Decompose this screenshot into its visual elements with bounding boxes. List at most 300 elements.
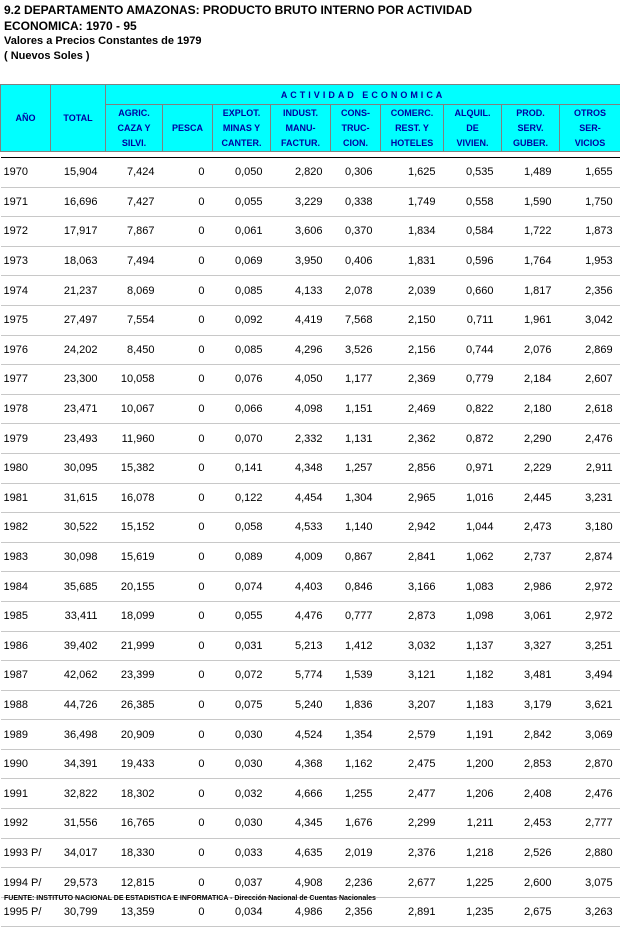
table-row [1,246,620,276]
col-header-line: PROD. [502,106,559,121]
value-cell: 3,251 [560,631,620,661]
value-cell: 16,078 [106,483,163,513]
value-cell: 0 [163,483,213,513]
report-units: ( Nuevos Soles ) [4,49,472,64]
year-cell: 1990 [1,749,51,779]
year-cell: 1978 [1,394,51,424]
value-cell: 29,573 [51,868,106,898]
value-cell: 2,618 [560,394,620,424]
value-cell: 2,184 [502,365,560,395]
value-cell: 0,584 [444,217,502,247]
value-cell: 2,445 [502,483,560,513]
value-cell: 0,055 [213,187,271,217]
value-cell: 1,953 [560,246,620,276]
col-header-total: TOTAL [51,85,106,152]
value-cell: 2,869 [560,335,620,365]
value-cell: 1,590 [502,187,560,217]
value-cell: 2,972 [560,601,620,631]
col-header-line: ALQUIL. [444,106,501,121]
value-cell: 1,749 [381,187,444,217]
value-cell: 33,411 [51,601,106,631]
value-cell: 1,722 [502,217,560,247]
value-cell: 4,533 [271,513,331,543]
value-cell: 15,152 [106,513,163,543]
value-cell: 2,853 [502,749,560,779]
col-header-activity [213,105,271,152]
year-cell: 1981 [1,483,51,513]
value-cell: 1,836 [331,690,381,720]
value-cell: 0,075 [213,690,271,720]
year-cell: 1991 [1,779,51,809]
value-cell: 0,030 [213,749,271,779]
value-cell: 2,408 [502,779,560,809]
value-cell: 23,493 [51,424,106,454]
year-cell: 1986 [1,631,51,661]
value-cell: 17,917 [51,217,106,247]
value-cell: 0,779 [444,365,502,395]
value-cell: 1,131 [331,424,381,454]
value-cell: 0 [163,187,213,217]
value-cell: 0 [163,394,213,424]
value-cell: 5,774 [271,661,331,691]
value-cell: 3,950 [271,246,331,276]
value-cell: 1,539 [331,661,381,691]
year-cell: 1989 [1,720,51,750]
year-cell: 1995 P/ [1,897,51,927]
value-cell: 16,765 [106,809,163,839]
value-cell: 2,856 [381,453,444,483]
value-cell: 2,965 [381,483,444,513]
value-cell: 0 [163,276,213,306]
value-cell: 20,155 [106,572,163,602]
value-cell: 16,696 [51,187,106,217]
value-cell: 5,213 [271,631,331,661]
value-cell: 0,867 [331,542,381,572]
year-cell: 1977 [1,365,51,395]
year-cell: 1985 [1,601,51,631]
value-cell: 0 [163,158,213,188]
value-cell: 0,030 [213,809,271,839]
value-cell: 2,972 [560,572,620,602]
year-cell: 1979 [1,424,51,454]
value-cell: 0,058 [213,513,271,543]
value-cell: 4,296 [271,335,331,365]
table-row [1,601,620,631]
value-cell: 0 [163,542,213,572]
value-cell: 0,306 [331,158,381,188]
value-cell: 0,141 [213,453,271,483]
value-cell: 2,369 [381,365,444,395]
col-header-line: CAZA Y [106,121,162,136]
report-title-cont: ECONOMICA: 1970 - 95 [4,18,472,34]
value-cell: 4,986 [271,897,331,927]
year-cell: 1983 [1,542,51,572]
value-cell: 3,121 [381,661,444,691]
value-cell: 0,744 [444,335,502,365]
col-header-line: CANTER. [213,136,270,151]
value-cell: 4,368 [271,749,331,779]
value-cell: 1,255 [331,779,381,809]
col-header-line: TRUC- [331,121,380,136]
value-cell: 1,676 [331,809,381,839]
value-cell: 10,058 [106,365,163,395]
value-cell: 8,450 [106,335,163,365]
value-cell: 31,556 [51,809,106,839]
value-cell: 1,177 [331,365,381,395]
value-cell: 27,497 [51,305,106,335]
value-cell: 1,098 [444,601,502,631]
value-cell: 4,403 [271,572,331,602]
table-row [1,513,620,543]
value-cell: 2,476 [560,424,620,454]
value-cell: 2,236 [331,868,381,898]
col-header-activity [444,105,502,152]
value-cell: 18,063 [51,246,106,276]
value-cell: 0,066 [213,394,271,424]
value-cell: 2,820 [271,158,331,188]
value-cell: 0,089 [213,542,271,572]
report-header [4,2,472,64]
year-cell: 1992 [1,809,51,839]
value-cell: 7,424 [106,158,163,188]
value-cell: 1,625 [381,158,444,188]
value-cell: 15,619 [106,542,163,572]
value-cell: 10,067 [106,394,163,424]
value-cell: 0,069 [213,246,271,276]
col-header-line: VIVIEN. [444,136,501,151]
col-header-activity [331,105,381,152]
value-cell: 23,471 [51,394,106,424]
value-cell: 2,332 [271,424,331,454]
col-header-line: CION. [331,136,380,151]
value-cell: 21,237 [51,276,106,306]
value-cell: 2,156 [381,335,444,365]
value-cell: 1,873 [560,217,620,247]
value-cell: 0,050 [213,158,271,188]
value-cell: 0,033 [213,838,271,868]
value-cell: 2,911 [560,453,620,483]
table-row [1,424,620,454]
value-cell: 1,183 [444,690,502,720]
value-cell: 0 [163,749,213,779]
value-cell: 1,225 [444,868,502,898]
value-cell: 1,162 [331,749,381,779]
value-cell: 5,240 [271,690,331,720]
value-cell: 1,817 [502,276,560,306]
value-cell: 1,151 [331,394,381,424]
value-cell: 2,737 [502,542,560,572]
value-cell: 0 [163,631,213,661]
value-cell: 1,257 [331,453,381,483]
value-cell: 4,348 [271,453,331,483]
col-header-activity [381,105,444,152]
value-cell: 1,211 [444,809,502,839]
value-cell: 2,039 [381,276,444,306]
value-cell: 0,074 [213,572,271,602]
value-cell: 0 [163,661,213,691]
value-cell: 0 [163,868,213,898]
value-cell: 1,764 [502,246,560,276]
value-cell: 4,345 [271,809,331,839]
value-cell: 0,092 [213,305,271,335]
col-header-line: FACTUR. [271,136,330,151]
value-cell: 0 [163,720,213,750]
value-cell: 2,150 [381,305,444,335]
value-cell: 3,061 [502,601,560,631]
value-cell: 0,596 [444,246,502,276]
value-cell: 35,685 [51,572,106,602]
value-cell: 1,834 [381,217,444,247]
value-cell: 18,099 [106,601,163,631]
value-cell: 2,476 [560,779,620,809]
value-cell: 3,075 [560,868,620,898]
table-row [1,749,620,779]
value-cell: 1,137 [444,631,502,661]
col-header-line: SERV. [502,121,559,136]
value-cell: 3,481 [502,661,560,691]
value-cell: 1,218 [444,838,502,868]
value-cell: 2,986 [502,572,560,602]
table-row [1,394,620,424]
value-cell: 0,076 [213,365,271,395]
value-cell: 0,061 [213,217,271,247]
col-header-line: CONS- [331,106,380,121]
value-cell: 1,831 [381,246,444,276]
value-cell: 0 [163,453,213,483]
value-cell: 18,330 [106,838,163,868]
source-footnote: FUENTE: INSTITUTO NACIONAL DE ESTADISTICA E INFORMATICA - Dirección Nacional de Cuentas Nacionales [4,895,376,902]
value-cell: 34,017 [51,838,106,868]
value-cell: 30,095 [51,453,106,483]
value-cell: 0,030 [213,720,271,750]
value-cell: 42,062 [51,661,106,691]
value-cell: 2,477 [381,779,444,809]
value-cell: 4,009 [271,542,331,572]
value-cell: 2,842 [502,720,560,750]
value-cell: 3,042 [560,305,620,335]
value-cell: 1,062 [444,542,502,572]
value-cell: 12,815 [106,868,163,898]
value-cell: 4,476 [271,601,331,631]
table-row [1,868,620,898]
value-cell: 4,133 [271,276,331,306]
col-header-activity [106,105,163,152]
value-cell: 0,822 [444,394,502,424]
value-cell: 2,356 [331,897,381,927]
value-cell: 0,031 [213,631,271,661]
value-cell: 4,635 [271,838,331,868]
value-cell: 3,166 [381,572,444,602]
year-cell: 1972 [1,217,51,247]
value-cell: 30,799 [51,897,106,927]
value-cell: 3,032 [381,631,444,661]
col-header-line: MANU- [271,121,330,136]
value-cell: 0,085 [213,276,271,306]
value-cell: 1,044 [444,513,502,543]
table-row [1,690,620,720]
value-cell: 1,961 [502,305,560,335]
value-cell: 15,904 [51,158,106,188]
value-cell: 0,971 [444,453,502,483]
gdp-table [0,84,620,927]
value-cell: 44,726 [51,690,106,720]
activity-header: ACTIVIDAD ECONOMICA [106,85,620,105]
value-cell: 2,076 [502,335,560,365]
value-cell: 3,621 [560,690,620,720]
value-cell: 1,750 [560,187,620,217]
value-cell: 3,494 [560,661,620,691]
table-row [1,720,620,750]
table-row [1,809,620,839]
value-cell: 0 [163,809,213,839]
value-cell: 3,263 [560,897,620,927]
value-cell: 23,300 [51,365,106,395]
value-cell: 2,873 [381,601,444,631]
col-header-line: HOTELES [381,136,443,151]
value-cell: 4,419 [271,305,331,335]
value-cell: 0 [163,897,213,927]
value-cell: 1,412 [331,631,381,661]
value-cell: 0,777 [331,601,381,631]
col-header-activity [163,105,213,152]
report-subtitle: Valores a Precios Constantes de 1979 [4,34,472,49]
value-cell: 2,290 [502,424,560,454]
value-cell: 2,777 [560,809,620,839]
col-header-activity [271,105,331,152]
table-row [1,158,620,188]
value-cell: 2,299 [381,809,444,839]
col-header-line: SILVI. [106,136,162,151]
col-header-line: COMERC. [381,106,443,121]
value-cell: 3,069 [560,720,620,750]
table-row [1,572,620,602]
year-cell: 1971 [1,187,51,217]
year-cell: 1976 [1,335,51,365]
value-cell: 0,055 [213,601,271,631]
value-cell: 2,376 [381,838,444,868]
value-cell: 2,469 [381,394,444,424]
value-cell: 0,072 [213,661,271,691]
value-cell: 15,382 [106,453,163,483]
table-row [1,838,620,868]
value-cell: 24,202 [51,335,106,365]
value-cell: 13,359 [106,897,163,927]
value-cell: 4,050 [271,365,331,395]
value-cell: 0,872 [444,424,502,454]
year-cell: 1993 P/ [1,838,51,868]
value-cell: 2,880 [560,838,620,868]
value-cell: 34,391 [51,749,106,779]
col-header-activity [560,105,620,152]
value-cell: 0 [163,305,213,335]
value-cell: 3,231 [560,483,620,513]
value-cell: 7,867 [106,217,163,247]
value-cell: 7,554 [106,305,163,335]
value-cell: 2,475 [381,749,444,779]
value-cell: 2,874 [560,542,620,572]
value-cell: 1,191 [444,720,502,750]
value-cell: 4,098 [271,394,331,424]
value-cell: 2,526 [502,838,560,868]
value-cell: 7,494 [106,246,163,276]
value-cell: 2,453 [502,809,560,839]
value-cell: 19,433 [106,749,163,779]
value-cell: 0 [163,335,213,365]
year-cell: 1988 [1,690,51,720]
value-cell: 3,207 [381,690,444,720]
col-header-line: OTROS [560,106,620,121]
value-cell: 0,122 [213,483,271,513]
value-cell: 4,524 [271,720,331,750]
value-cell: 4,454 [271,483,331,513]
value-cell: 0,406 [331,246,381,276]
value-cell: 23,399 [106,661,163,691]
value-cell: 1,016 [444,483,502,513]
value-cell: 3,229 [271,187,331,217]
value-cell: 2,677 [381,868,444,898]
table-row [1,335,620,365]
col-header-line: INDUST. [271,106,330,121]
value-cell: 0,085 [213,335,271,365]
report-title: 9.2 DEPARTAMENTO AMAZONAS: PRODUCTO BRUTO INTERNO POR ACTIVIDAD [4,2,472,18]
value-cell: 30,098 [51,542,106,572]
value-cell: 0 [163,601,213,631]
value-cell: 0,370 [331,217,381,247]
col-header-line: VICIOS [560,136,620,151]
value-cell: 2,229 [502,453,560,483]
year-cell: 1987 [1,661,51,691]
value-cell: 21,999 [106,631,163,661]
value-cell: 0 [163,246,213,276]
col-header-year: AÑO [1,85,51,152]
table-row [1,217,620,247]
value-cell: 0,660 [444,276,502,306]
value-cell: 7,568 [331,305,381,335]
value-cell: 2,942 [381,513,444,543]
table-row [1,631,620,661]
value-cell: 0 [163,217,213,247]
value-cell: 11,960 [106,424,163,454]
value-cell: 3,606 [271,217,331,247]
value-cell: 39,402 [51,631,106,661]
value-cell: 2,473 [502,513,560,543]
table-row [1,365,620,395]
value-cell: 7,427 [106,187,163,217]
col-header-line: EXPLOT. [213,106,270,121]
year-cell: 1984 [1,572,51,602]
value-cell: 0 [163,365,213,395]
value-cell: 0,338 [331,187,381,217]
table-row [1,661,620,691]
year-cell: 1974 [1,276,51,306]
value-cell: 2,362 [381,424,444,454]
col-header-line: SER- [560,121,620,136]
value-cell: 30,522 [51,513,106,543]
value-cell: 2,870 [560,749,620,779]
value-cell: 0,535 [444,158,502,188]
value-cell: 0 [163,424,213,454]
year-cell: 1980 [1,453,51,483]
table-row [1,779,620,809]
value-cell: 3,327 [502,631,560,661]
col-header-line: AGRIC. [106,106,162,121]
value-cell: 0 [163,838,213,868]
value-cell: 1,304 [331,483,381,513]
value-cell: 2,891 [381,897,444,927]
value-cell: 36,498 [51,720,106,750]
value-cell: 1,206 [444,779,502,809]
value-cell: 2,579 [381,720,444,750]
